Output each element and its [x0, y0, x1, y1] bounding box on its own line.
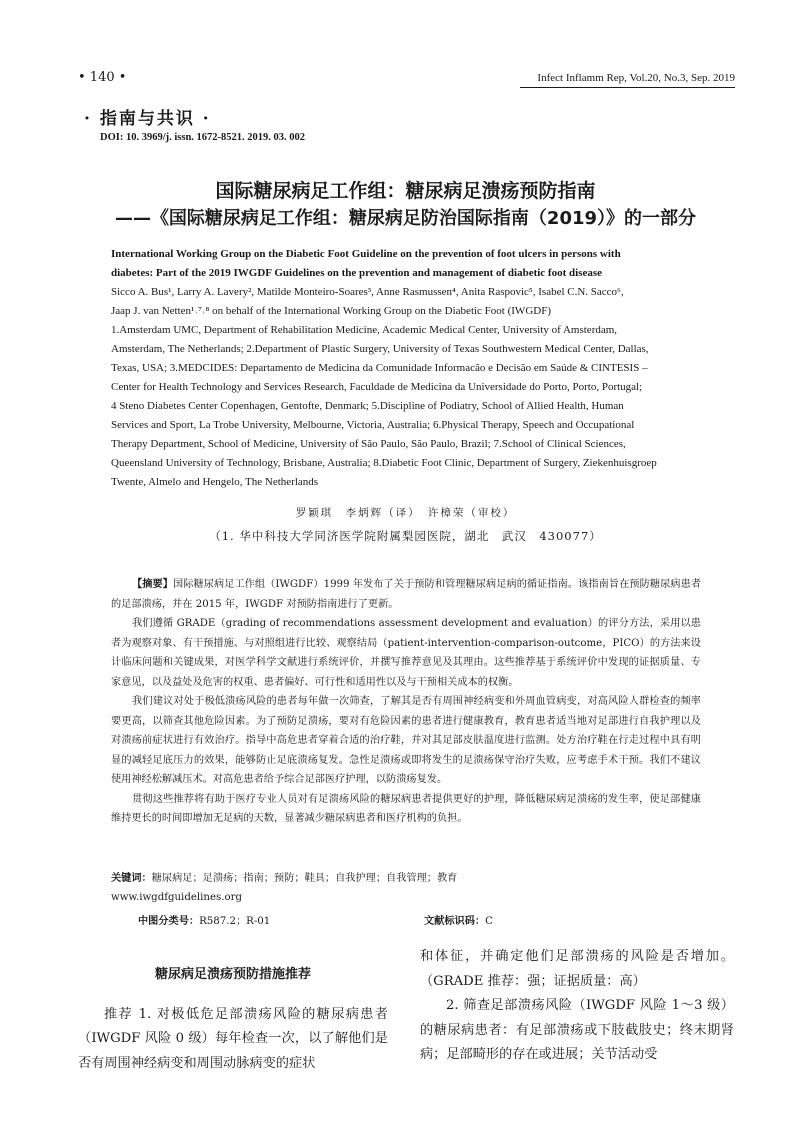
doc-code-label: 文献标识码：	[424, 915, 486, 927]
keywords-label: 关键词：	[111, 872, 152, 884]
guidelines-url[interactable]: www.iwgdfguidelines.org	[111, 892, 242, 903]
affiliation-line: Center for Health Technology and Services Research, Faculdade de Medicina da Universidade do Porto, Porto, Portugal;	[111, 381, 643, 393]
abstract-label: 【摘要】	[132, 578, 173, 590]
body-column-left	[78, 955, 388, 1076]
english-authors	[111, 283, 701, 321]
section-heading: 糖尿病足溃疡预防措施推荐	[154, 967, 311, 982]
chinese-authors: 罗颖琪 李炳辉（译） 许樟荣（审校）	[295, 507, 516, 519]
keywords	[111, 869, 701, 907]
affiliation-line: Services and Sport, La Trobe University, Melbourne, Victoria, Australia; 6.Physical Therapy, Speech and Occupational	[111, 419, 635, 431]
chinese-affiliation: （1. 华中科技大学同济医学院附属梨园医院，湖北 武汉 430077）	[209, 529, 602, 543]
english-front-matter	[111, 245, 701, 492]
page-number: • 140 •	[78, 70, 127, 85]
author-line: Sicco A. Bus¹, Larry A. Lavery², Matilde Monteiro-Soares³, Anne Rasmussen⁴, Anita Raspovic⁵, Isabel C.N. Sacco⁶,	[111, 286, 624, 298]
affiliation-line: Texas, USA; 3.MEDCIDES: Departamento de Medicina da Comunidade Informacão e Decisão em Saúde & CINTESIS –	[111, 362, 648, 374]
journal-citation: Infect Inflamm Rep, Vol.20, No.3, Sep. 2019	[537, 72, 735, 84]
english-affiliations	[111, 321, 701, 492]
body-column-right	[420, 945, 734, 1068]
keywords-text: 糖尿病足；足溃疡；指南；预防；鞋具；自我护理；自我管理；教育	[151, 873, 458, 884]
abstract-para	[111, 575, 701, 614]
author-line: Jaap J. van Netten¹˒⁷˒⁸ on behalf of the International Working Group on the Diabetic Foot (IWGDF)	[111, 305, 551, 317]
classification-value: R587.2；R-01	[199, 916, 271, 927]
header-divider	[520, 87, 735, 88]
classification-number	[138, 912, 270, 927]
keywords-line	[111, 869, 701, 888]
affiliation-line: Amsterdam, The Netherlands; 2.Department of Plastic Surgery, University of Texas Southwestern Medical Center, Dallas,	[111, 343, 649, 355]
column-tag: · 指南与共识 ·	[84, 109, 211, 129]
doi: DOI: 10. 3969/j. issn. 1672-8521. 2019. 03. 002	[100, 132, 306, 143]
abstract-para: 我们建议对处于极低溃疡风险的患者每年做一次筛查，了解其是否有周围神经病变和外周血管病变，对高风险人群检查的频率要更高，以筛查其他危险因素。为了预防足溃疡，要对有危险因素的患者进行健康教育，教育患者适当地对足部进行自我护理以及对溃疡前症状进行有效治疗。指导中高危患者穿着合适的治疗鞋，并对其足部皮肤温度进行监测。处方治疗鞋在行走过程中具有明显的减轻足底压力的效果，能够防止足底溃疡复发。急性足溃疡或即将发生的足溃疡保守治疗失败，应考虑手术干预。我们不建议使用神经松解减压术。对高危患者给予综合足部医疗护理，以防溃疡复发。	[111, 696, 701, 785]
english-title	[111, 245, 701, 283]
affiliation-line: Queensland University of Technology, Brisbane, Australia; 8.Diabetic Foot Clinic, Department of Surgery, Ziekenhuisgroep	[111, 457, 657, 469]
body-paragraph: 推荐 1. 对极低危足部溃疡风险的糖尿病患者（IWGDF 风险 0 级）每年检查一次，以了解他们是否有周围神经病变和周围动脉病变的症状	[78, 1006, 388, 1071]
english-title-line: International Working Group on the Diabetic Foot Guideline on the prevention of foot ulcers in persons with	[111, 248, 621, 260]
affiliation-line: Twente, Almelo and Hengelo, The Netherlands	[111, 476, 319, 488]
article-subtitle: ——《国际糖尿病足工作组：糖尿病足防治国际指南（2019）》的一部分	[114, 208, 697, 229]
affiliation-line: Therapy Department, School of Medicine, University of São Paulo, São Paulo, Brazil; 7.School of Clinical Sciences,	[111, 438, 626, 450]
body-paragraph: 2. 筛查足部溃疡风险（IWGDF 风险 1～3 级）的糖尿病患者：有足部溃疡或下肢截肢史；终末期肾病；足部畸形的存在或进展；关节活动受	[420, 998, 734, 1062]
abstract	[111, 575, 701, 829]
document-code	[424, 912, 493, 927]
body-paragraph: 和体征，并确定他们足部溃疡的风险是否增加。（GRADE 推荐：强；证据质量：高）	[420, 949, 734, 989]
english-title-line: diabetes: Part of the 2019 IWGDF Guidelines on the prevention and management of diabetic foot disease	[111, 267, 603, 279]
abstract-para: 贯彻这些推荐将有助于医疗专业人员对有足溃疡风险的糖尿病患者提供更好的护理，降低糖尿病足溃疡的发生率，使足部健康维持更长的时间即增加无足病的天数，显著减少糖尿病患者和医疗机构的负担。	[111, 793, 701, 824]
classification-label: 中图分类号：	[138, 915, 200, 927]
affiliation-line: 4 Steno Diabetes Center Copenhagen, Gentofte, Denmark; 5.Discipline of Podiatry, School of Allied Health, Human	[111, 400, 624, 412]
article-title: 国际糖尿病足工作组：糖尿病足溃疡预防指南	[215, 180, 596, 202]
affiliation-line: 1.Amsterdam UMC, Department of Rehabilitation Medicine, Academic Medical Center, University of Amsterdam,	[111, 324, 618, 336]
doc-code-value: C	[485, 916, 493, 927]
abstract-para: 我们遵循 GRADE（grading of recommendations assessment development and evaluation）的评分方法，采用以患者为观察对象、有干预措施、与对照组进行比较、观察结局（patient-intervention-comparison-outcome，PICO）的方法来设计临床问题和关键成果，对医学科学文献进行系统评价，并撰写推荐意见及其理由。这些推荐基于系统评价中发现的证据质量、专家意见，以及益处及危害的权重、患者偏好、可行性和适用性以及与干预相关成本的权衡。	[111, 618, 701, 688]
abstract-text: 国际糖尿病足工作组（IWGDF）1999 年发布了关于预防和管理糖尿病足病的循证指南。该指南旨在预防糖尿病患者的足部溃疡，并在 2015 年，IWGDF 对预防指南进行了更新。	[111, 579, 702, 610]
